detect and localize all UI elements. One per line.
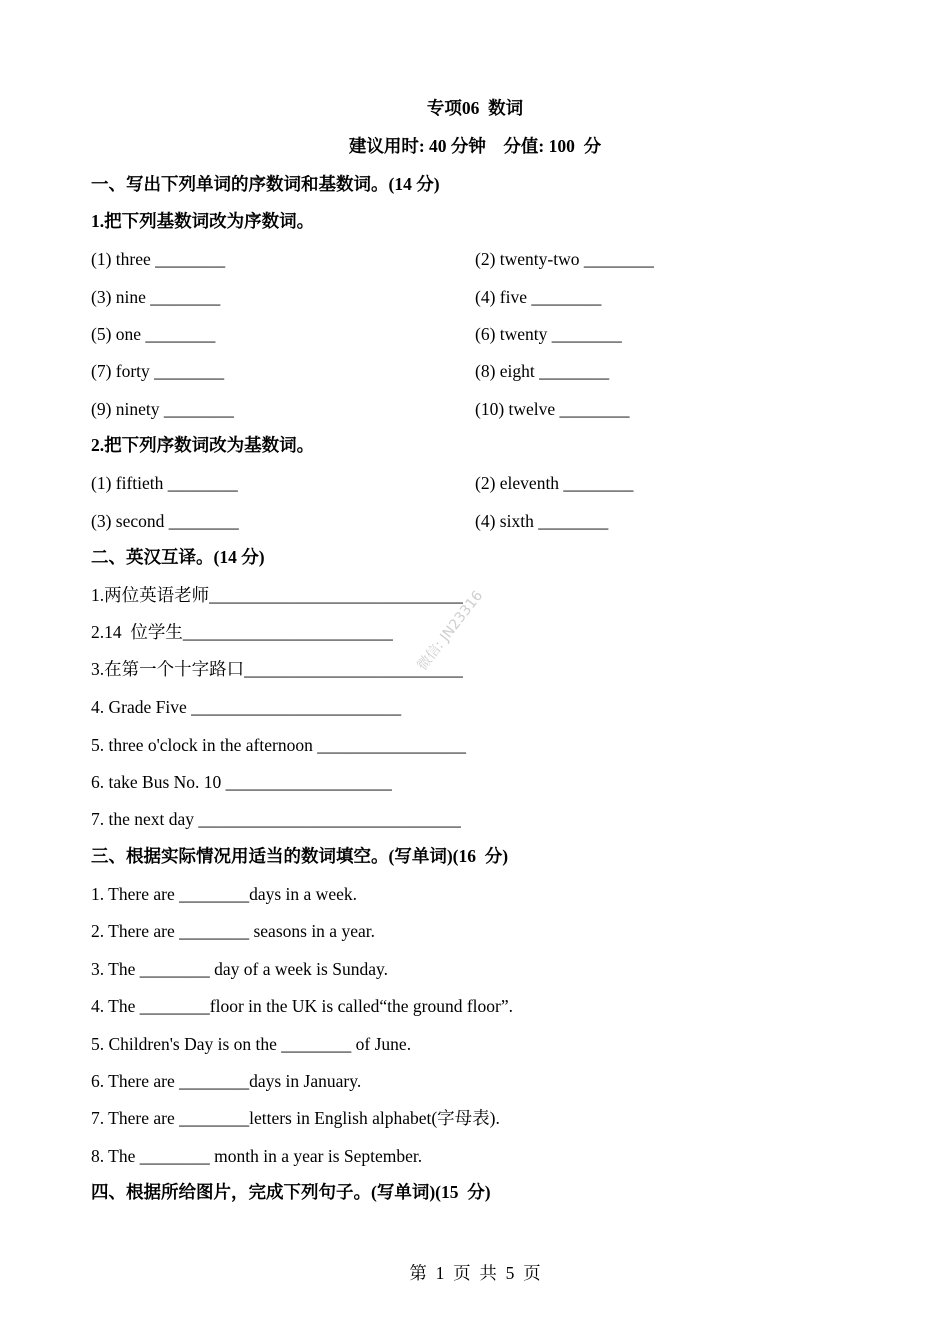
section1-part2-heading: 2.把下列序数词改为基数词。 bbox=[91, 435, 315, 455]
section3-heading: 三、根据实际情况用适当的数词填空。(写单词)(16 分) bbox=[91, 846, 509, 866]
translation-item: 4. Grade Five ________________________ bbox=[91, 697, 402, 717]
exercise-item: (4) five ________ bbox=[475, 287, 602, 307]
translation-item: 2.14 位学生________________________ bbox=[91, 622, 393, 642]
section1-heading: 一、写出下列单词的序数词和基数词。(14 分) bbox=[91, 174, 440, 194]
section4-heading: 四、根据所给图片，完成下列句子。(写单词)(15 分) bbox=[91, 1182, 491, 1202]
fill-blank-item: 4. The ________floor in the UK is called“the ground floor”. bbox=[91, 996, 514, 1016]
exercise-item: (1) three ________ bbox=[91, 249, 226, 269]
exercise-item: (5) one ________ bbox=[91, 324, 216, 344]
exercise-item: (4) sixth ________ bbox=[475, 511, 609, 531]
fill-blank-item: 2. There are ________ seasons in a year. bbox=[91, 921, 375, 941]
exercise-item: (1) fiftieth ________ bbox=[91, 473, 238, 493]
fill-blank-item: 7. There are ________letters in English alphabet(字母表). bbox=[91, 1108, 500, 1128]
exercise-item: (9) ninety ________ bbox=[91, 399, 234, 419]
translation-item: 6. take Bus No. 10 ___________________ bbox=[91, 772, 392, 792]
fill-blank-item: 8. The ________ month in a year is September. bbox=[91, 1146, 423, 1166]
fill-blank-item: 6. There are ________days in January. bbox=[91, 1071, 362, 1091]
page-footer: 第 1 页 共 5 页 bbox=[409, 1263, 541, 1283]
translation-item: 5. three o'clock in the afternoon _________________ bbox=[91, 735, 466, 755]
watermark: 微信: JN23316 bbox=[414, 587, 487, 674]
exercise-item: (6) twenty ________ bbox=[475, 324, 622, 344]
fill-blank-item: 5. Children's Day is on the ________ of June. bbox=[91, 1034, 412, 1054]
exercise-item: (7) forty ________ bbox=[91, 361, 225, 381]
section2-heading: 二、英汉互译。(14 分) bbox=[91, 547, 265, 567]
fill-blank-item: 1. There are ________days in a week. bbox=[91, 884, 357, 904]
translation-item: 7. the next day ______________________________ bbox=[91, 809, 461, 829]
section1-part1-heading: 1.把下列基数词改为序数词。 bbox=[91, 211, 315, 231]
document-subtitle: 建议用时: 40 分钟 分值: 100 分 bbox=[348, 136, 602, 156]
exercise-item: (3) second ________ bbox=[91, 511, 239, 531]
exercise-item: (2) eleventh ________ bbox=[475, 473, 634, 493]
document-title: 专项06 数词 bbox=[426, 98, 524, 118]
translation-item: 3.在第一个十字路口_________________________ bbox=[91, 659, 463, 679]
translation-item: 1.两位英语老师_____________________________ bbox=[91, 585, 463, 605]
exercise-item: (10) twelve ________ bbox=[475, 399, 630, 419]
exercise-item: (8) eight ________ bbox=[475, 361, 610, 381]
fill-blank-item: 3. The ________ day of a week is Sunday. bbox=[91, 959, 388, 979]
exercise-item: (3) nine ________ bbox=[91, 287, 221, 307]
exercise-item: (2) twenty-two ________ bbox=[475, 249, 654, 269]
